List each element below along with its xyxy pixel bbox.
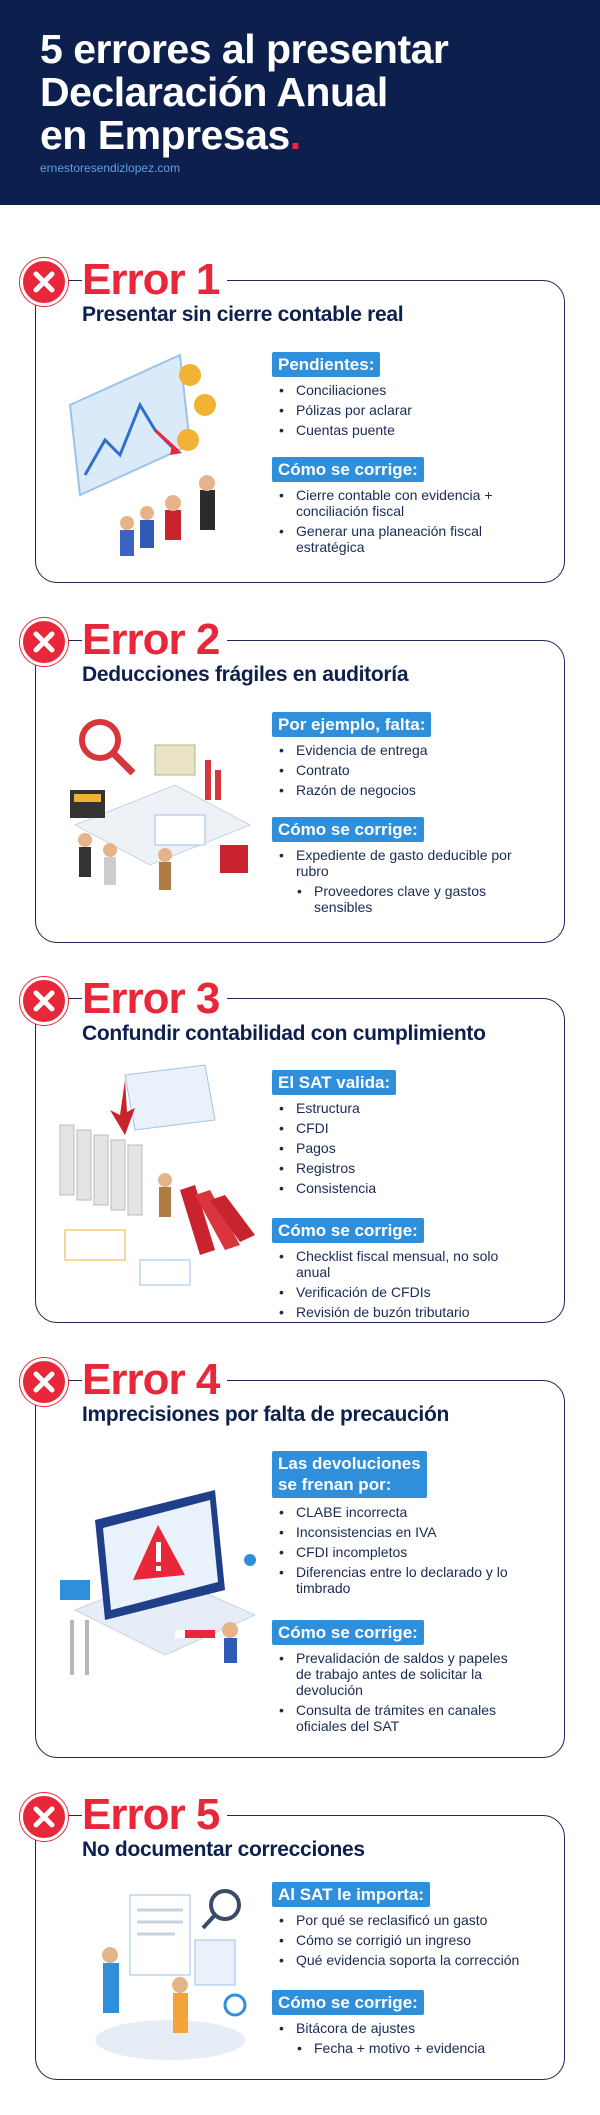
error-3-fix-label: Cómo se corrige: — [272, 1218, 424, 1243]
error-1-fix-label: Cómo se corrige: — [272, 457, 424, 482]
error-5-matters-label: Al SAT le importa: — [272, 1882, 430, 1907]
falling-chart-illustration — [60, 345, 260, 570]
list-item: • Contrato — [276, 762, 526, 778]
error-3-number: Error 3 — [82, 976, 227, 1022]
list-subitem: • Fecha + motivo + evidencia — [276, 2040, 526, 2056]
error-2-example-list — [276, 742, 526, 802]
error-3-subtitle: Confundir contabilidad con cumplimiento — [82, 1022, 486, 1045]
header-banner — [0, 0, 600, 205]
error-2-fix-label: Cómo se corrige: — [272, 817, 424, 842]
error-3-validates-label: El SAT valida: — [272, 1070, 396, 1095]
error-4-fix-list — [276, 1650, 526, 1738]
error-4-number: Error 4 — [82, 1357, 227, 1403]
website-link[interactable]: ernestoresendizlopez.com — [40, 161, 181, 175]
list-item: • Revisión de buzón tributario — [276, 1304, 526, 1320]
error-1-fix-list — [276, 487, 526, 559]
list-item: • Diferencias entre lo declarado y lo timbrado — [276, 1564, 526, 1596]
list-item: • Qué evidencia soporta la corrección — [276, 1952, 526, 1968]
error-2-fix-list — [276, 847, 526, 919]
list-item: • Pólizas por aclarar — [276, 402, 526, 418]
list-item: • Expediente de gasto deducible por rubro — [276, 847, 526, 879]
list-item: • Consulta de trámites en canales oficiales del SAT — [276, 1702, 526, 1734]
list-item: • Bitácora de ajustes — [276, 2020, 526, 2036]
error-x-icon — [20, 1358, 68, 1406]
list-item: • Cierre contable con evidencia + conciliación fiscal — [276, 487, 526, 519]
error-5-fix-label: Cómo se corrige: — [272, 1990, 424, 2015]
list-item: • Inconsistencias en IVA — [276, 1524, 526, 1540]
list-item: • CLABE incorrecta — [276, 1504, 526, 1520]
list-item: • Por qué se reclasificó un gasto — [276, 1912, 526, 1928]
list-item: • Registros — [276, 1160, 526, 1176]
audit-documents-illustration — [55, 715, 265, 910]
list-item: • Pagos — [276, 1140, 526, 1156]
warning-screen-illustration — [55, 1480, 265, 1690]
list-item: • Cómo se corrigió un ingreso — [276, 1932, 526, 1948]
error-x-icon — [20, 258, 68, 306]
list-item: • Estructura — [276, 1100, 526, 1116]
list-item: • Evidencia de entrega — [276, 742, 526, 758]
error-x-icon — [20, 1793, 68, 1841]
error-4-refunds-label-line-1: Las devoluciones — [278, 1454, 421, 1473]
list-item: • Prevalidación de saldos y papeles de trabajo antes de solicitar la devolución — [276, 1650, 526, 1698]
list-item: • CFDI incompletos — [276, 1544, 526, 1560]
error-1-number: Error 1 — [82, 257, 227, 303]
list-subitem: • Proveedores clave y gastos sensibles — [276, 883, 526, 915]
page-title-line-2: Declaración Anual — [40, 69, 388, 115]
list-item: • Generar una planeación fiscal estratégica — [276, 523, 526, 555]
error-x-icon — [20, 977, 68, 1025]
error-5-matters-list — [276, 1912, 526, 1972]
error-5-fix-list — [276, 2020, 526, 2060]
error-1-subtitle: Presentar sin cierre contable real — [82, 303, 404, 326]
domino-documents-illustration — [55, 1060, 265, 1300]
list-item: • Consistencia — [276, 1180, 526, 1196]
error-5-number: Error 5 — [82, 1792, 227, 1838]
list-item: • Conciliaciones — [276, 382, 526, 398]
error-4-refunds-label — [272, 1451, 427, 1498]
list-item: • Verificación de CFDIs — [276, 1284, 526, 1300]
error-3-validates-list — [276, 1100, 526, 1200]
error-2-subtitle: Deducciones frágiles en auditoría — [82, 663, 409, 686]
error-4-fix-label: Cómo se corrige: — [272, 1620, 424, 1645]
error-1-pending-label: Pendientes: — [272, 352, 380, 377]
title-dot: . — [289, 112, 301, 158]
error-4-subtitle: Imprecisiones por falta de precaución — [82, 1403, 450, 1426]
list-item: • CFDI — [276, 1120, 526, 1136]
error-5-subtitle: No documentar correcciones — [82, 1838, 365, 1861]
error-x-icon — [20, 618, 68, 666]
error-2-example-label: Por ejemplo, falta: — [272, 712, 431, 737]
page-title-line-3 — [40, 114, 600, 157]
list-item: • Checklist fiscal mensual, no solo anual — [276, 1248, 526, 1280]
list-item: • Razón de negocios — [276, 782, 526, 798]
team-review-illustration — [85, 1880, 255, 2065]
error-2-number: Error 2 — [82, 617, 227, 663]
page-title-line-1: 5 errores al presentar — [40, 26, 449, 72]
page-title-line-3-text: en Empresas — [40, 112, 290, 158]
error-1-pending-list — [276, 382, 526, 442]
error-4-refunds-list — [276, 1504, 526, 1600]
list-item: • Cuentas puente — [276, 422, 526, 438]
error-4-refunds-label-line-2: se frenan por: — [278, 1475, 392, 1494]
error-3-fix-list — [276, 1248, 526, 1324]
